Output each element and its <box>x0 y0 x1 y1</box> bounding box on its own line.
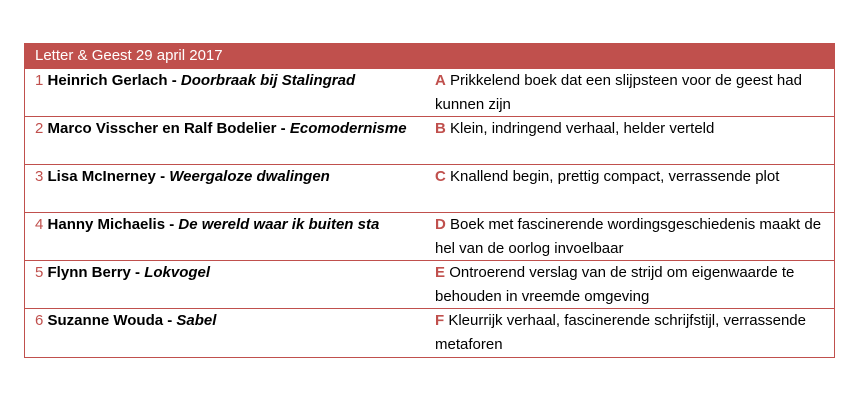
title-separator: - <box>130 264 145 281</box>
review-text: Klein, indringend verhaal, helder verteld <box>450 120 715 137</box>
row-number: 5 <box>35 264 44 281</box>
title-separator: - <box>276 120 290 137</box>
review-cell <box>431 261 834 308</box>
table-row <box>25 213 834 261</box>
review-letter: F <box>435 312 445 329</box>
review-letter: A <box>435 72 446 89</box>
table-row <box>25 261 834 309</box>
review-text: Ontroerend verslag van de strijd om eigenwaarde te behouden in vreemde omgeving <box>435 264 795 305</box>
book-cell <box>25 165 431 212</box>
review-text: Prikkelend boek dat een slijpsteen voor de geest had kunnen zijn <box>435 72 802 113</box>
review-letter: D <box>435 216 446 233</box>
review-cell <box>431 213 834 260</box>
author-name: Marco Visscher en Ralf Bodelier <box>47 120 277 137</box>
book-title: Ecomodernisme <box>289 120 407 137</box>
row-number: 2 <box>35 120 44 137</box>
book-cell <box>25 213 431 260</box>
review-cell <box>431 69 834 116</box>
review-cell <box>431 165 834 212</box>
review-letter: E <box>435 264 446 281</box>
review-text: Kleurrijk verhaal, fascinerende schrijfstijl, verrassende metaforen <box>435 312 806 353</box>
title-separator: - <box>163 312 177 329</box>
row-number: 6 <box>35 312 44 329</box>
book-cell <box>25 69 431 116</box>
row-number: 3 <box>35 168 44 185</box>
title-separator: - <box>155 168 170 185</box>
book-cell <box>25 117 431 164</box>
table-row <box>25 69 834 117</box>
book-title: Weergaloze dwalingen <box>169 168 330 185</box>
row-number: 1 <box>35 72 44 89</box>
table-row <box>25 165 834 213</box>
review-cell <box>431 117 834 164</box>
review-text: Knallend begin, prettig compact, verrassende plot <box>450 168 780 185</box>
book-title: Lokvogel <box>144 264 211 281</box>
author-name: Heinrich Gerlach <box>47 72 168 89</box>
author-name: Flynn Berry <box>47 264 131 281</box>
title-separator: - <box>165 216 179 233</box>
quiz-table <box>24 43 835 358</box>
book-title: Sabel <box>176 312 217 329</box>
title-separator: - <box>167 72 181 89</box>
review-letter: B <box>435 120 446 137</box>
review-letter: C <box>435 168 446 185</box>
review-cell <box>431 309 834 357</box>
author-name: Hanny Michaelis <box>47 216 166 233</box>
row-number: 4 <box>35 216 44 233</box>
book-title: De wereld waar ik buiten sta <box>178 216 380 233</box>
table-header: Letter & Geest 29 april 2017 <box>25 44 834 69</box>
book-title: Doorbraak bij Stalingrad <box>180 72 356 89</box>
review-text: Boek met fascinerende wordingsgeschiedenis maakt de hel van de oorlog invoelbaar <box>435 216 822 257</box>
author-name: Lisa McInerney <box>47 168 156 185</box>
book-cell <box>25 309 431 357</box>
author-name: Suzanne Wouda <box>47 312 164 329</box>
table-row <box>25 117 834 165</box>
book-cell <box>25 261 431 308</box>
table-row <box>25 309 834 357</box>
